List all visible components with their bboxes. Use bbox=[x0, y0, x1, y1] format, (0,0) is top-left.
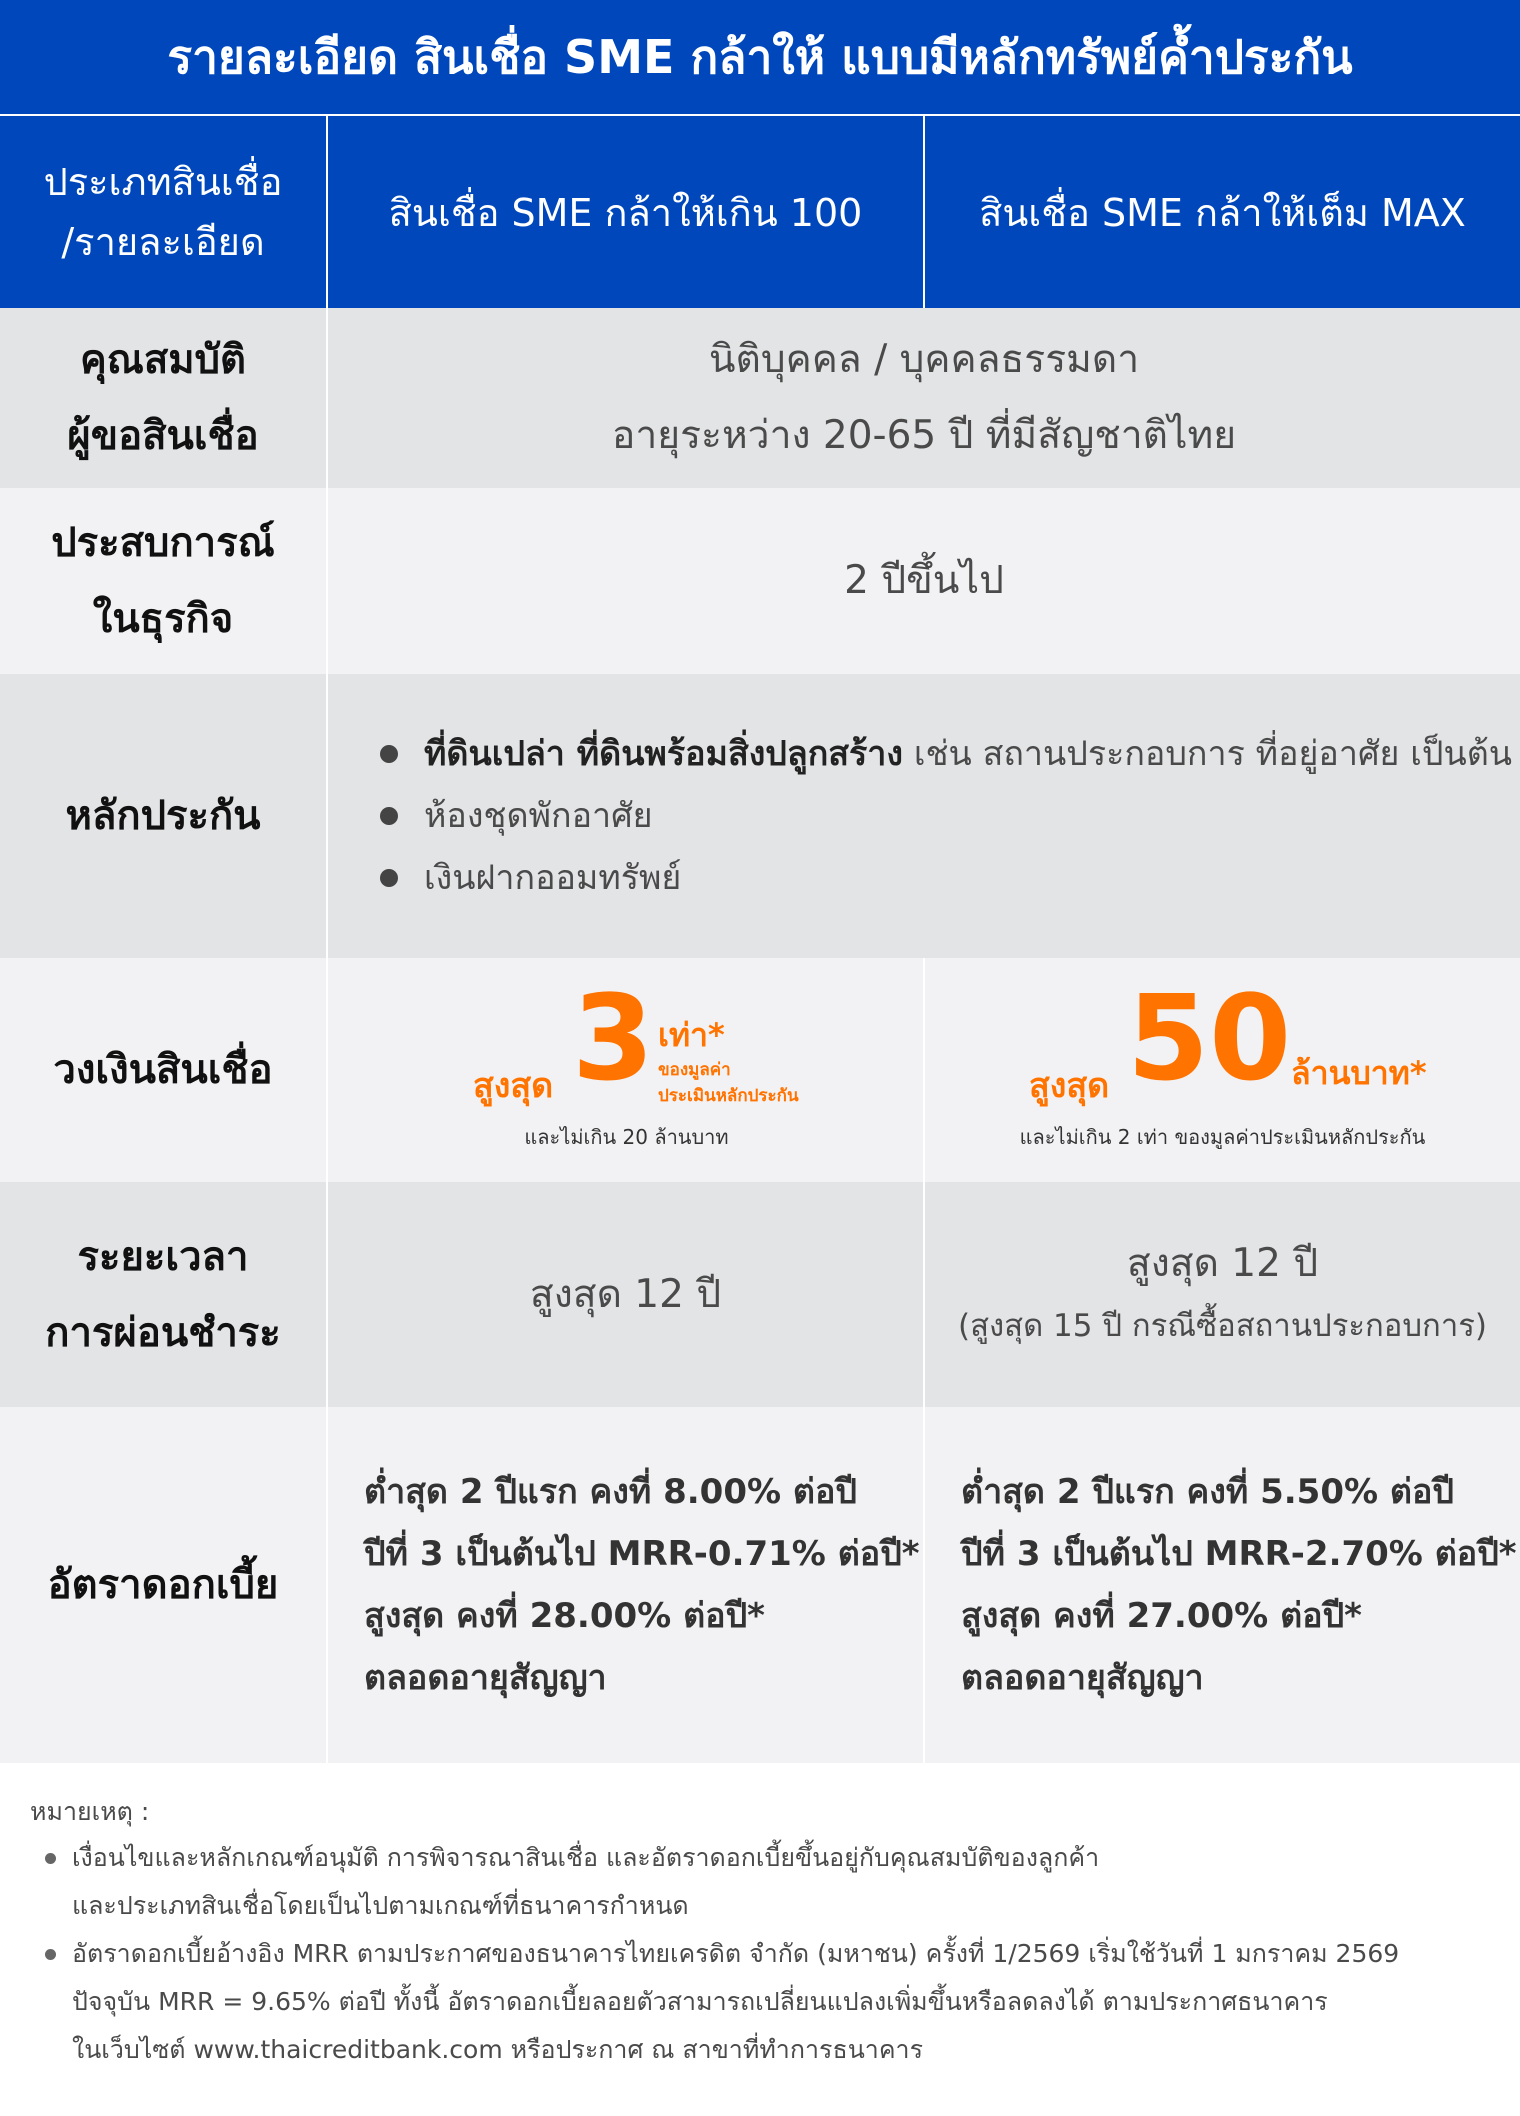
label-repayment-line1: ระยะเวลา bbox=[77, 1233, 249, 1280]
repayment-100: สูงสุด 12 ปี bbox=[328, 1182, 925, 1407]
credit-limit-100 bbox=[328, 958, 925, 1182]
remark-item bbox=[30, 1930, 1490, 2074]
repayment-max bbox=[925, 1182, 1520, 1407]
interest-max-line: ตลอดอายุสัญญา bbox=[961, 1658, 1204, 1698]
remarks-list bbox=[30, 1834, 1490, 2074]
header-loan-type-line2: /รายละเอียด bbox=[61, 220, 265, 264]
value-experience: 2 ปีขึ้นไป bbox=[328, 488, 1520, 674]
label-experience bbox=[0, 488, 328, 674]
collateral-item-text: เช่น สถานประกอบการ ที่อยู่อาศัย เป็นต้น bbox=[903, 734, 1513, 774]
credit-limit-max-note: และไม่เกิน 2 เท่า ของมูลค่าประเมินหลักประกัน bbox=[1019, 1125, 1426, 1149]
repayment-max-line1: สูงสุด 12 ปี bbox=[1126, 1240, 1319, 1286]
credit-limit-100-sub2: ประเมินหลักประกัน bbox=[658, 1086, 799, 1106]
collateral-item bbox=[380, 785, 1520, 847]
qualification-line2: อายุระหว่าง 20-65 ปี ที่มีสัญชาติไทย bbox=[611, 413, 1237, 458]
remarks-title: หมายเหตุ : bbox=[30, 1797, 150, 1826]
repayment-max-line2: (สูงสุด 15 ปี กรณีซื้อสถานประกอบการ) bbox=[958, 1307, 1487, 1344]
remark-item bbox=[30, 1834, 1490, 1930]
label-qualification-line1: คุณสมบัติ bbox=[79, 337, 246, 383]
header-product-100: สินเชื่อ SME กล้าให้เกิน 100 bbox=[328, 116, 925, 308]
remark-line: ปัจจุบัน MRR = 9.65% ต่อปี ทั้งนี้ อัตราดอกเบี้ยลอยตัวสามารถเปลี่ยนแปลงเพิ่มขึ้นหรือลดลงได้ ตามประกาศธนาคาร bbox=[72, 1987, 1328, 2016]
interest-100-line: ต่ำสุด 2 ปีแรก คงที่ 8.00% ต่อปี bbox=[364, 1472, 857, 1512]
header-product-max: สินเชื่อ SME กล้าให้เต็ม MAX bbox=[925, 116, 1520, 308]
interest-100-line: สูงสุด คงที่ 28.00% ต่อปี* bbox=[364, 1596, 765, 1636]
credit-limit-100-number: 3 bbox=[572, 969, 655, 1107]
credit-limit-max-unit: ล้านบาท* bbox=[1291, 1054, 1427, 1092]
label-collateral: หลักประกัน bbox=[0, 674, 328, 958]
label-experience-line2: ในธุรกิจ bbox=[92, 596, 234, 642]
remark-line: อัตราดอกเบี้ยอ้างอิง MRR ตามประกาศของธนาคารไทยเครดิต จำกัด (มหาชน) ครั้งที่ 1/2569 เริ่มใช้วันที่ 1 มกราคม 2569 bbox=[72, 1939, 1400, 1968]
qualification-line1: นิติบุคคล / บุคคลธรรมดา bbox=[708, 337, 1140, 382]
remark-line: ในเว็บไซต์ www.thaicreditbank.com หรือประกาศ ณ สาขาที่ทำการธนาคาร bbox=[72, 2035, 924, 2064]
label-credit-limit: วงเงินสินเชื่อ bbox=[0, 958, 328, 1182]
collateral-item bbox=[380, 847, 1520, 909]
interest-max bbox=[925, 1407, 1520, 1763]
interest-max-line: สูงสุด คงที่ 27.00% ต่อปี* bbox=[961, 1596, 1362, 1636]
credit-limit-max bbox=[925, 958, 1520, 1182]
label-repayment-line2: การผ่อนชำระ bbox=[45, 1309, 281, 1356]
credit-limit-100-unit: เท่า* bbox=[658, 1016, 725, 1054]
collateral-item-text: ห้องชุดพักอาศัย bbox=[424, 796, 653, 836]
header-loan-type-line1: ประเภทสินเชื่อ bbox=[43, 160, 283, 204]
label-qualification-line2: ผู้ขอสินเชื่อ bbox=[67, 413, 259, 459]
interest-max-line: ปีที่ 3 เป็นต้นไป MRR-2.70% ต่อปี* bbox=[961, 1534, 1517, 1574]
interest-100-line: ตลอดอายุสัญญา bbox=[364, 1658, 607, 1698]
credit-limit-100-note: และไม่เกิน 20 ล้านบาท bbox=[524, 1125, 729, 1149]
page-title: รายละเอียด สินเชื่อ SME กล้าให้ แบบมีหลักทรัพย์ค้ำประกัน bbox=[0, 0, 1520, 116]
credit-limit-max-number: 50 bbox=[1127, 969, 1292, 1107]
loan-comparison-table bbox=[0, 116, 1520, 1763]
label-qualification bbox=[0, 308, 328, 488]
credit-limit-max-prefix: สูงสุด bbox=[1029, 1066, 1110, 1106]
interest-max-line: ต่ำสุด 2 ปีแรก คงที่ 5.50% ต่อปี bbox=[961, 1472, 1454, 1512]
collateral-item-text: เงินฝากออมทรัพย์ bbox=[424, 858, 682, 898]
remark-line: และประเภทสินเชื่อโดยเป็นไปตามเกณฑ์ที่ธนาคารกำหนด bbox=[72, 1891, 689, 1920]
collateral-list bbox=[328, 723, 1520, 909]
credit-limit-100-sub1: ของมูลค่า bbox=[658, 1060, 731, 1080]
credit-limit-100-prefix: สูงสุด bbox=[473, 1066, 554, 1106]
remark-line: เงื่อนไขและหลักเกณฑ์อนุมัติ การพิจารณาสินเชื่อ และอัตราดอกเบี้ยขึ้นอยู่กับคุณสมบัติของลูกค้า bbox=[72, 1843, 1100, 1872]
label-interest: อัตราดอกเบี้ย bbox=[0, 1407, 328, 1763]
remarks-section bbox=[30, 1790, 1490, 2074]
collateral-item bbox=[380, 723, 1520, 785]
value-collateral bbox=[328, 674, 1520, 958]
value-qualification bbox=[328, 308, 1520, 488]
header-loan-type bbox=[0, 116, 328, 308]
interest-100-line: ปีที่ 3 เป็นต้นไป MRR-0.71% ต่อปี* bbox=[364, 1534, 920, 1574]
label-experience-line1: ประสบการณ์ bbox=[51, 520, 275, 566]
collateral-item-highlight: ที่ดินเปล่า ที่ดินพร้อมสิ่งปลูกสร้าง bbox=[424, 734, 904, 774]
interest-100 bbox=[328, 1407, 925, 1763]
label-repayment bbox=[0, 1182, 328, 1407]
